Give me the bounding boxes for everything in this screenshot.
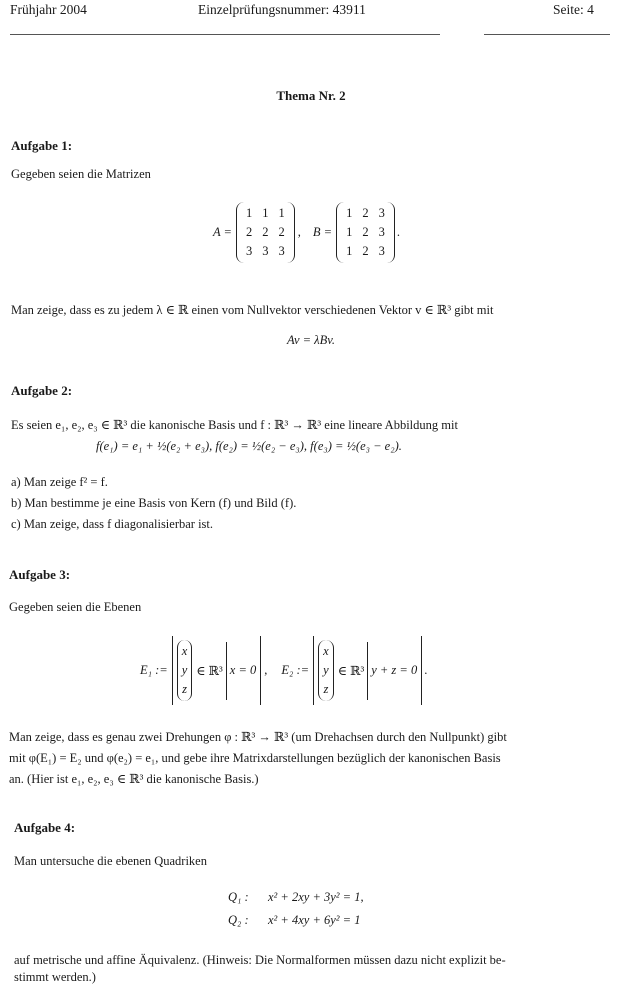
set-membership: ∈ ℝ³ xyxy=(337,663,365,678)
task3-line: mit φ(E₁) = E₂ und φ(e₂) = e₁, und gebe ihre Matrixdarstellungen bezüglich der kanonischen Basis xyxy=(9,751,501,765)
plane-e1-condition: x = 0 xyxy=(229,663,257,677)
matrix-a-cell: 3 xyxy=(278,244,285,258)
quadric-q1-label: Q₁ : xyxy=(228,890,249,904)
vector-component: x xyxy=(181,644,188,658)
plane-end: . xyxy=(424,663,428,677)
matrix-a-cell: 3 xyxy=(245,244,253,258)
header-term: Frühjahr 2004 xyxy=(10,2,87,17)
task1-equation: Av = λBv. xyxy=(287,333,335,347)
task1-matrices xyxy=(213,202,400,263)
plane-e1-set xyxy=(172,636,262,705)
quadric-q2: x² + 4xy + 6y² = 1 xyxy=(268,913,361,927)
matrix-a-cell: 3 xyxy=(262,244,269,258)
matrix-a xyxy=(236,202,295,263)
set-membership: ∈ ℝ³ xyxy=(196,663,223,678)
matrix-b xyxy=(336,202,395,263)
task3-heading: Aufgabe 3: xyxy=(9,567,71,582)
vector-component: y xyxy=(323,663,329,677)
header-page: Seite: 4 xyxy=(553,2,594,17)
header-exam-number: Einzelprüfungsnummer: 43911 xyxy=(198,2,366,17)
page-title: Thema Nr. 2 xyxy=(276,88,346,103)
task1-heading: Aufgabe 1: xyxy=(11,138,73,153)
task2-item-c: c) Man zeige, dass f diagonalisierbar ist. xyxy=(11,517,214,531)
quadric-q2-label: Q₂ : xyxy=(228,913,249,927)
vector-xyz xyxy=(177,640,193,701)
matrix-b-cell: 2 xyxy=(362,206,369,220)
task4-intro: Man untersuche die ebenen Quadriken xyxy=(14,854,207,868)
vector-component: z xyxy=(323,682,329,696)
matrix-b-cell: 1 xyxy=(346,206,353,220)
matrix-b-cell: 2 xyxy=(362,225,369,239)
vector-component: x xyxy=(323,644,329,658)
task1-intro: Gegeben seien die Matrizen xyxy=(11,167,151,181)
task4-line: stimmt werden.) xyxy=(14,970,96,984)
task1-text: Man zeige, dass es zu jedem λ ∈ ℝ einen vom Nullvektor verschiedenen Vektor v ∈ ℝ³ gibt mit xyxy=(11,303,494,317)
matrix-b-cell: 1 xyxy=(346,225,353,239)
task4-heading: Aufgabe 4: xyxy=(14,820,76,835)
plane-e1-label: E₁ := xyxy=(140,663,168,677)
quadric-q1: x² + 2xy + 3y² = 1, xyxy=(268,890,364,904)
vector-component: y xyxy=(181,663,188,677)
matrix-b-cell: 1 xyxy=(346,244,353,258)
task2-item-a: a) Man zeige f² = f. xyxy=(11,475,108,489)
matrix-b-cell: 3 xyxy=(378,225,385,239)
matrix-b-cell: 3 xyxy=(378,206,385,220)
matrix-separator: , xyxy=(297,225,301,239)
header-rule-right xyxy=(484,34,610,35)
plane-separator: , xyxy=(264,663,268,677)
task2-heading: Aufgabe 2: xyxy=(11,383,73,398)
matrix-a-label: A = xyxy=(213,225,232,239)
plane-e2-label: E₂ := xyxy=(281,663,310,677)
matrix-a-cell: 1 xyxy=(262,206,269,220)
matrix-a-cell: 1 xyxy=(245,206,253,220)
task3-intro: Gegeben seien die Ebenen xyxy=(9,600,142,614)
header-rule-left xyxy=(10,34,440,35)
set-divider xyxy=(226,642,227,700)
task2-item-b: b) Man bestimme je eine Basis von Kern (f) und Bild (f). xyxy=(11,496,297,510)
matrix-a-cell: 1 xyxy=(278,206,285,220)
plane-e2-set xyxy=(313,636,422,705)
task3-line: Man zeige, dass es genau zwei Drehungen φ : ℝ³ → ℝ³ (um Drehachsen durch den Nullpunkt) gibt xyxy=(9,730,507,744)
task2-equation: f(e₁) = e₁ + ½(e₂ + e₃), f(e₂) = ½(e₂ − e₃), f(e₃) = ½(e₃ − e₂). xyxy=(96,439,402,453)
matrix-b-cell: 2 xyxy=(362,244,369,258)
vector-component: z xyxy=(182,682,187,696)
task3-planes xyxy=(140,636,427,705)
task3-line: an. (Hier ist e₁, e₂, e₃ ∈ ℝ³ die kanonische Basis.) xyxy=(9,772,259,786)
matrix-a-cell: 2 xyxy=(245,225,253,239)
matrix-b-cell: 3 xyxy=(378,244,385,258)
task4-line: auf metrische und affine Äquivalenz. (Hinweis: Die Normalformen müssen dazu nicht explizit be- xyxy=(14,953,506,967)
plane-e2-condition: y + z = 0 xyxy=(371,663,418,677)
matrix-end: . xyxy=(396,225,400,239)
matrix-b-label: B = xyxy=(312,225,333,239)
task2-text: Es seien e₁, e₂, e₃ ∈ ℝ³ die kanonische Basis und f : ℝ³ → ℝ³ eine lineare Abbildung mit xyxy=(11,418,458,432)
set-divider xyxy=(367,642,368,700)
matrix-a-cell: 2 xyxy=(262,225,269,239)
matrix-a-cell: 2 xyxy=(278,225,285,239)
vector-xyz xyxy=(318,640,334,701)
